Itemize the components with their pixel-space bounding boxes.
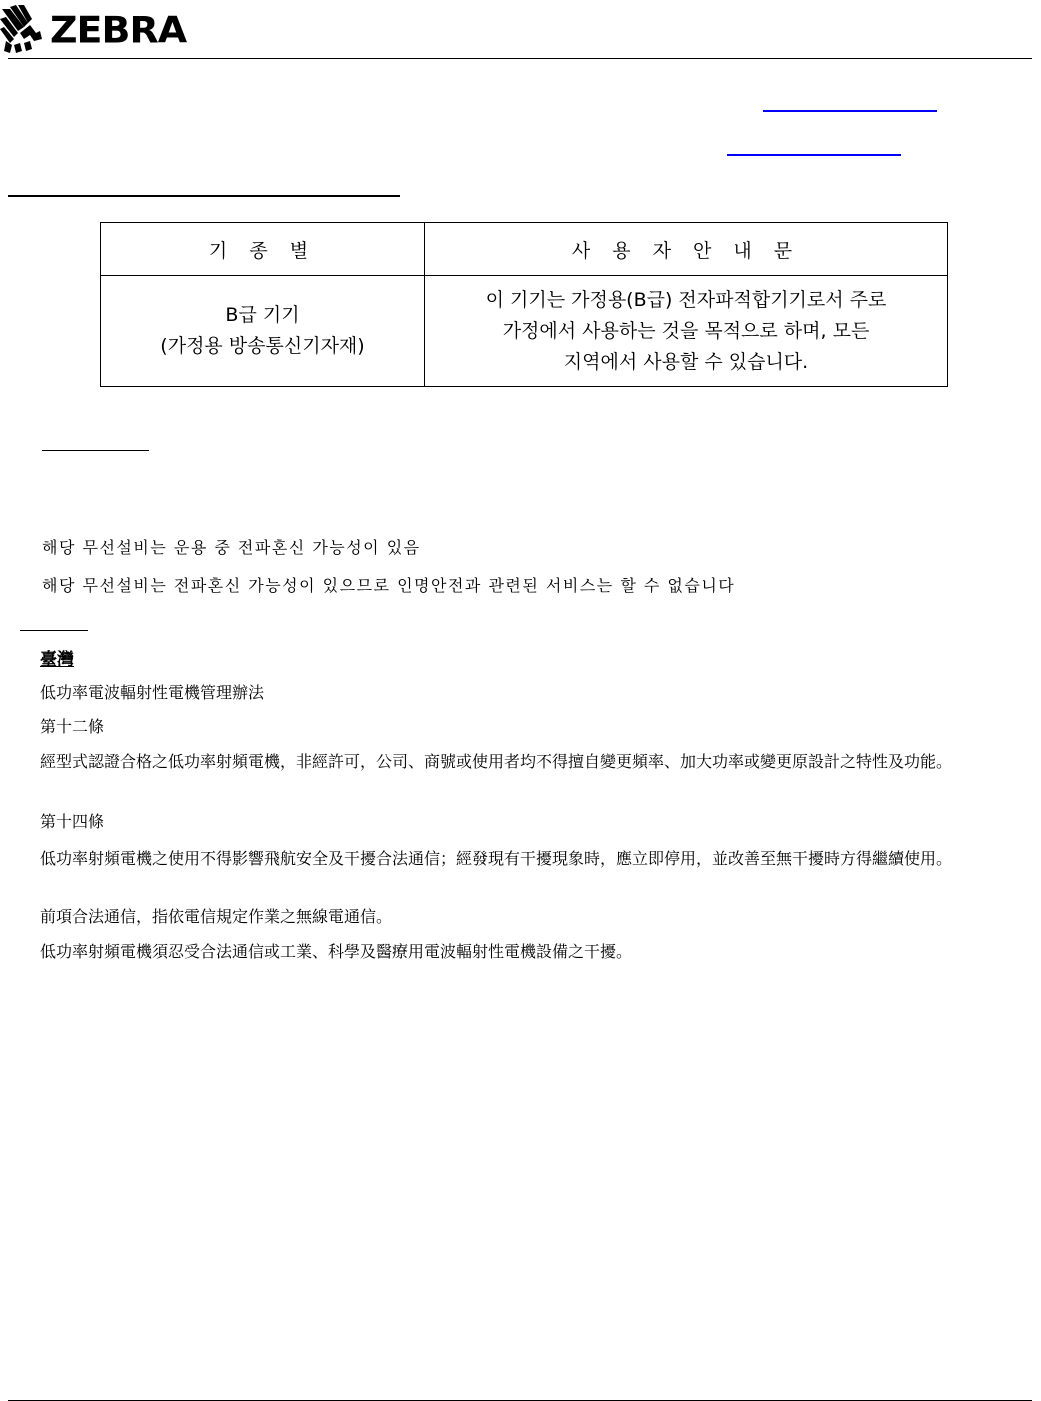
hyperlink-underline[interactable] bbox=[763, 110, 937, 112]
korea-notice-line: 해당 무선설비는 전파혼신 가능성이 있으므로 인명안전과 관련된 서비스는 할 수 없습니다 bbox=[42, 576, 736, 595]
taiwan-paragraph: 低功率電波輻射性電機管理辦法 bbox=[40, 683, 265, 702]
table-row bbox=[101, 276, 948, 387]
zebra-logo bbox=[0, 4, 186, 56]
zebra-head-icon bbox=[0, 5, 46, 55]
taiwan-paragraph: 低功率射頻電機須忍受合法通信或工業、科學及醫療用電波輻射性電機設備之干擾。 bbox=[40, 942, 633, 961]
logo-wordmark: ZEBRA bbox=[50, 9, 187, 51]
taiwan-paragraph: 經型式認證合格之低功率射頻電機，非經許可，公司、商號或使用者均不得擅自變更頻率、加大功率或變更原設計之特性及功能。 bbox=[40, 752, 953, 771]
section-heading-underline bbox=[20, 630, 88, 631]
korea-notice-line: 해당 무선설비는 운용 중 전파혼신 가능성이 있음 bbox=[42, 538, 421, 557]
user-notice-line: 지역에서 사용할 수 있습니다. bbox=[563, 350, 809, 373]
table-header-row bbox=[101, 223, 948, 276]
table-cell-device-class bbox=[101, 276, 425, 387]
section-heading-underline bbox=[8, 195, 400, 197]
device-class-line: B급 기기 bbox=[225, 304, 300, 326]
section-heading-underline bbox=[42, 450, 149, 451]
taiwan-paragraph: 低功率射頻電機之使用不得影響飛航安全及干擾合法通信；經發現有干擾現象時，應立即停用，並改善至無干擾時方得繼續使用。 bbox=[40, 849, 953, 868]
user-notice-line: 이 기기는 가정용(B급) 전자파적합기기로서 주로 bbox=[485, 288, 887, 311]
taiwan-paragraph: 第十二條 bbox=[40, 717, 105, 736]
table-cell-user-notice bbox=[425, 276, 948, 387]
device-class-line: (가정용 방송통신기자재) bbox=[160, 335, 365, 357]
header-rule bbox=[8, 58, 1032, 59]
table-header-cell: 사 용 자 안 내 문 bbox=[425, 223, 948, 276]
korea-emc-table bbox=[100, 222, 948, 387]
taiwan-paragraph: 前項合法通信，指依電信規定作業之無線電通信。 bbox=[40, 907, 393, 926]
taiwan-heading: 臺灣 bbox=[40, 650, 74, 670]
table-header-cell: 기 종 별 bbox=[101, 223, 425, 276]
user-notice-line: 가정에서 사용하는 것을 목적으로 하며, 모든 bbox=[502, 319, 870, 342]
hyperlink-underline[interactable] bbox=[727, 154, 901, 156]
taiwan-paragraph: 第十四條 bbox=[40, 812, 105, 831]
